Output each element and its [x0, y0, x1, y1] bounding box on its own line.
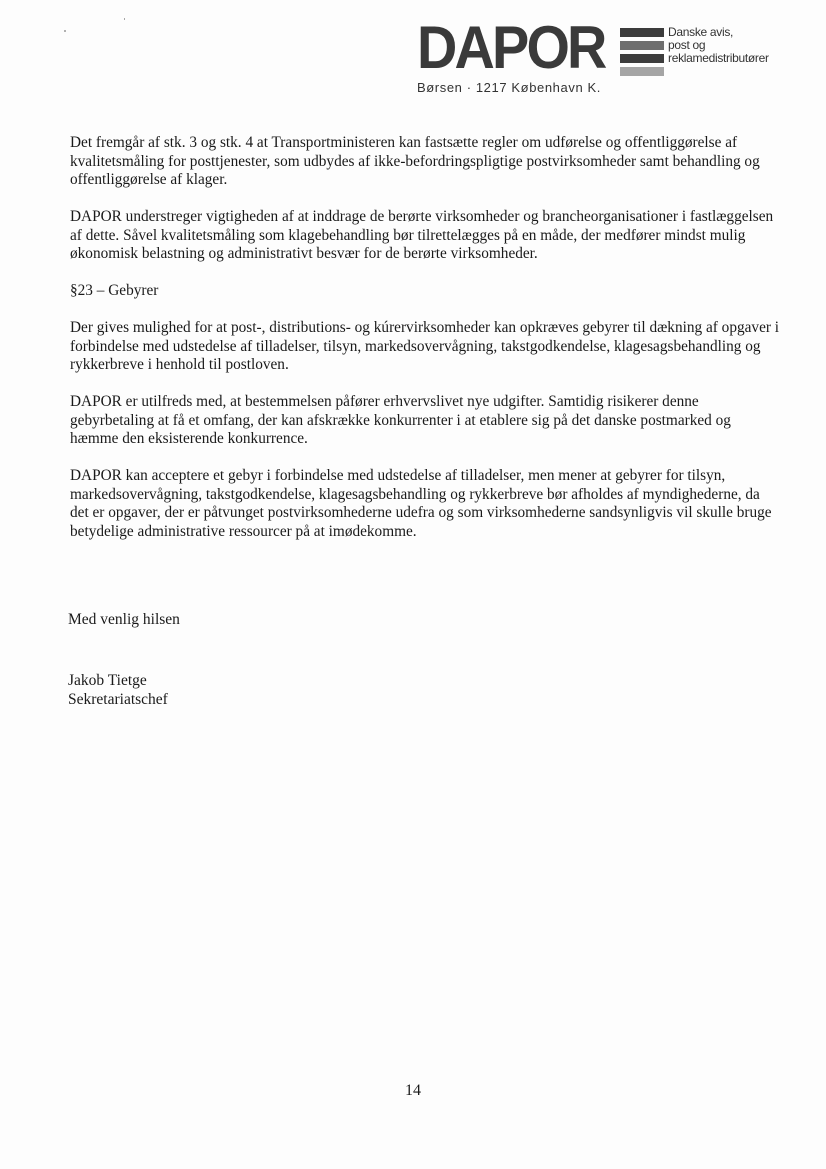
scan-speck — [64, 30, 66, 32]
logo-stripes-icon — [620, 28, 664, 76]
tagline-line: Danske avis, — [668, 25, 734, 39]
scan-speck — [124, 18, 125, 20]
logo-stripe — [620, 41, 664, 50]
section-heading: §23 – Gebyrer — [70, 282, 159, 299]
logo-stripe — [620, 28, 664, 37]
body-paragraph: DAPOR understreger vigtigheden af at inddrage de berørte virksomheder og brancheorganisationer i fastlæggelsen af dette. Såvel kvalitetsmåling som klagebehandling bør tilrettelægges på en måde, der medfører mindst mulig økonomisk belastning og administrativt besvær for de berørte virksomheder. — [70, 208, 774, 262]
dapor-logo-wordmark: DAPOR — [417, 14, 605, 81]
letterhead-address: Børsen · 1217 København K. — [417, 80, 601, 95]
closing-salutation: Med venlig hilsen — [68, 611, 180, 628]
body-paragraph: Der gives mulighed for at post-, distributions- og kúrervirksomheder kan opkræves gebyrer til dækning af opgaver i forbindelse med udstedelse af tilladelser, tilsyn, markedsovervågning, takstgodkendelse, klagesagsbehandling og rykkerbreve i henhold til postloven. — [70, 319, 780, 373]
body-paragraph: Det fremgår af stk. 3 og stk. 4 at Transportministeren kan fastsætte regler om udførelse og offentliggørelse af kvalitetsmåling for posttjenester, som udbydes af ikke-befordringspligtige postvirksomheder samt behandling og offentliggørelse af klager. — [70, 134, 760, 188]
letter-body — [70, 134, 782, 560]
signature-block — [68, 672, 168, 709]
tagline-line: post og — [668, 38, 706, 52]
logo-stripe — [620, 54, 664, 63]
logo-stripe — [620, 67, 664, 76]
signatory-title: Sekretariatschef — [68, 690, 168, 708]
page-number: 14 — [405, 1082, 421, 1099]
body-paragraph: DAPOR er utilfreds med, at bestemmelsen påfører erhvervslivet nye udgifter. Samtidig risikerer denne gebyrbetaling at få et omfang, der kan afskrække konkurrenter i at etablere sig på det danske postmarked og hæmme den eksisterende konkurrence. — [70, 393, 731, 447]
tagline-line: reklamedistributører — [668, 51, 769, 65]
letterhead — [417, 14, 807, 98]
logo-tagline — [668, 26, 769, 65]
signatory-name: Jakob Tietge — [68, 672, 147, 689]
body-paragraph: DAPOR kan acceptere et gebyr i forbindelse med udstedelse af tilladelser, men mener at gebyrer for tilsyn, markedsovervågning, takstgodkendelse, klagesagsbehandling og rykkerbreve bør afholdes af myndighederne, da det er opgaver, der er påtvunget postvirksomhederne udefra og som virksomhederne sandsynligvis vil skulle bruge betydelige administrative ressourcer på at imødekomme. — [70, 467, 772, 540]
